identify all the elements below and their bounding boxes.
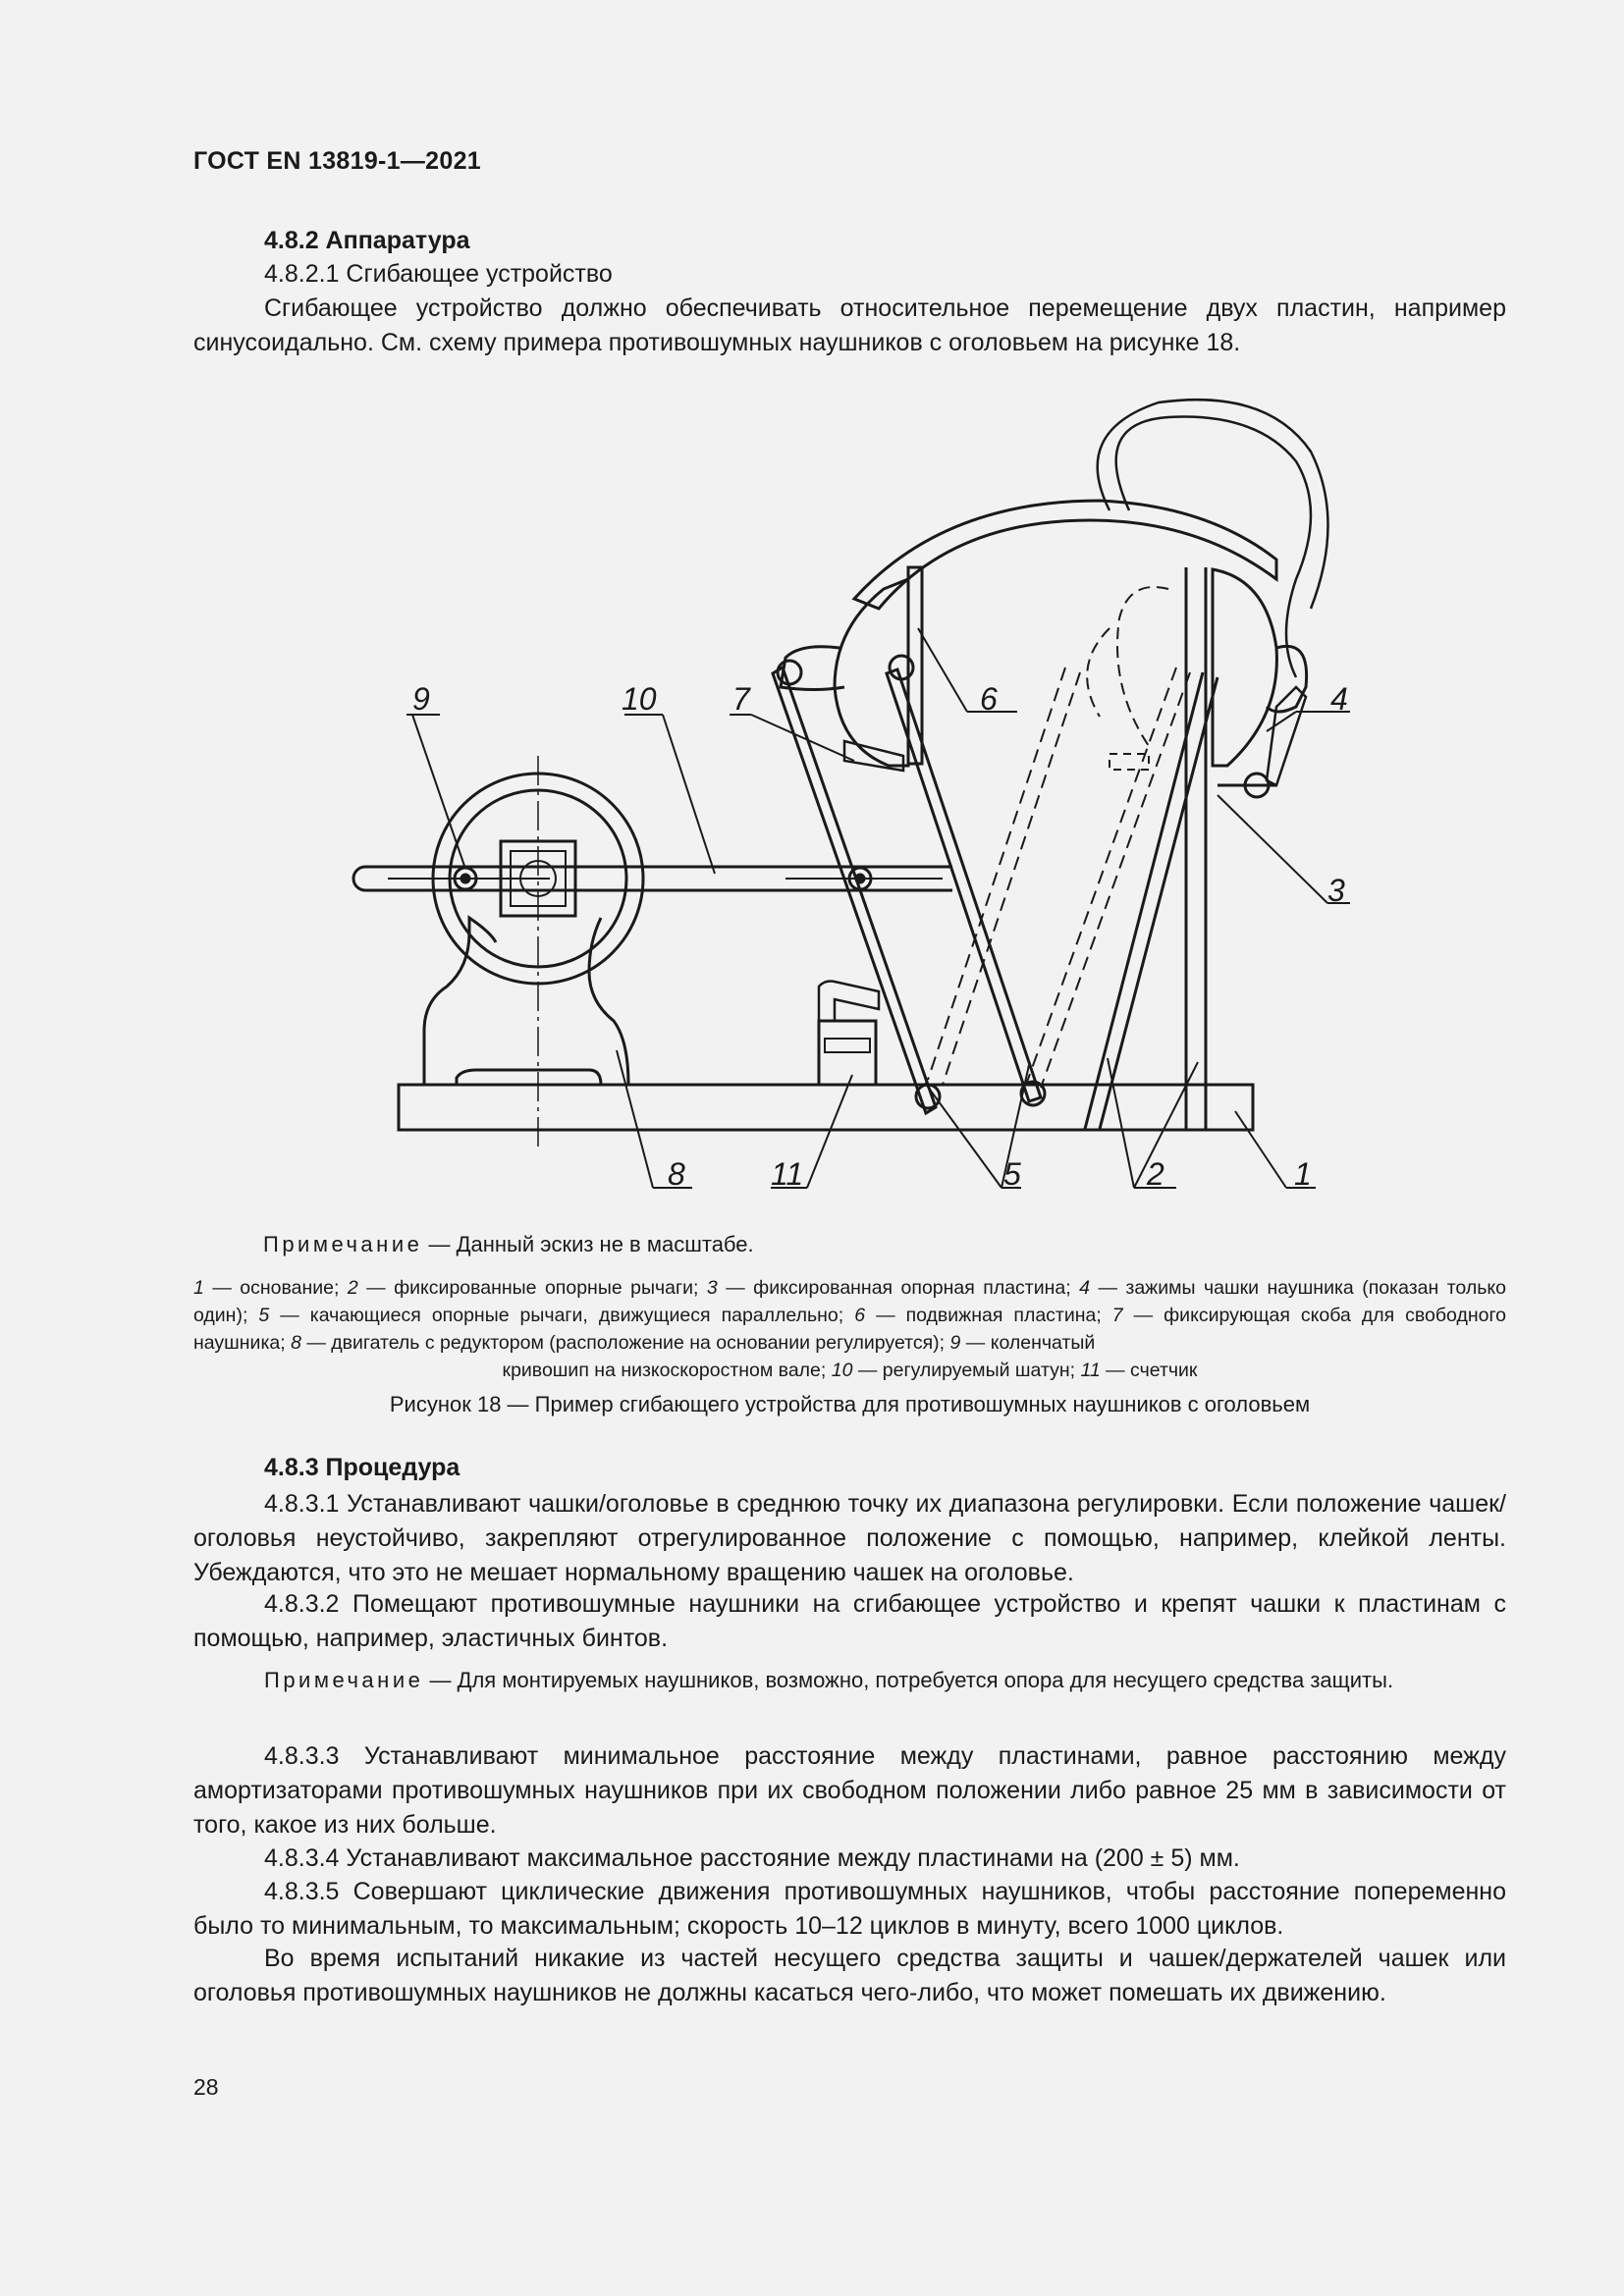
fixed-arm-b — [1186, 567, 1206, 1129]
label-9: 9 — [412, 681, 430, 717]
ear-cup-right — [1213, 569, 1276, 766]
para-4-8-3-1: 4.8.3.1 Устанавливают чашки/оголовье в среднюю точку их диапазона регулировки. Если положение чашек/оголовья неустойчиво, закрепляют отрегулированное положение с помощью, например, клейкой ленты. Убеждаются, что это не мешает нормальному вращению чашек на оголовье. — [193, 1490, 1506, 1586]
procedure-note: Примечание — Для монтируемых наушников, возможно, потребуется опора для несущего средства защиты. — [264, 1668, 1394, 1692]
label-2: 2 — [1147, 1156, 1164, 1192]
figure-caption: Рисунок 18 — Пример сгибающего устройства для противошумных наушников с оголовьем — [389, 1392, 1311, 1416]
para-4-8-3-5: 4.8.3.5 Совершают циклические движения противошумных наушников, чтобы расстояние попеременно было то минимальным, то максимальным; скорость 10–12 циклов в минуту, всего 1000 циклов. — [193, 1878, 1506, 1940]
section-4-8-2-title: 4.8.2 Аппаратура — [264, 227, 470, 254]
document-header: ГОСТ EN 13819-1—2021 — [193, 147, 481, 175]
para-4-8-3-4: 4.8.3.4 Устанавливают максимальное расстояние между пластинами на (200 ± 5) мм. — [264, 1844, 1240, 1872]
label-1: 1 — [1294, 1156, 1312, 1192]
label-10: 10 — [622, 681, 657, 717]
section-4-8-2-1-text: Сгибающее устройство должно обеспечивать относительное перемещение двух пластин, например синусоидально. См. схему примера противошумных наушников с оголовьем на рисунке 18. — [193, 294, 1506, 356]
label-6: 6 — [980, 681, 998, 717]
fixed-arm-a — [1085, 672, 1218, 1129]
figure-note: Примечание — Данный эскиз не в масштабе. — [263, 1232, 754, 1256]
para-4-8-3-2: 4.8.3.2 Помещают противошумные наушники на сгибающее устройство и крепят чашки к пластинам с помощью, например, эластичных бинтов. — [193, 1590, 1506, 1652]
section-4-8-2-1-title: 4.8.2.1 Сгибающее устройство — [264, 260, 613, 288]
label-11: 11 — [771, 1156, 804, 1192]
para-4-8-3-3: 4.8.3.3 Устанавливают минимальное расстояние между пластинами, равное расстоянию между амортизаторами противошумных наушников при их свободном положении либо равное 25 мм в зависимости от того, какое из них больше. — [193, 1742, 1506, 1839]
base-plate — [399, 1085, 1253, 1130]
page-number: 28 — [193, 2074, 219, 2100]
label-4: 4 — [1330, 681, 1348, 717]
section-4-8-3-title: 4.8.3 Процедура — [264, 1454, 460, 1481]
label-7: 7 — [732, 681, 750, 717]
label-8: 8 — [668, 1156, 685, 1192]
label-5: 5 — [1003, 1156, 1021, 1192]
para-final: Во время испытаний никакие из частей несущего средства защиты и чашек/держателей чашек или оголовья противошумных наушников не должны касаться чего-либо, что может помешать их движению. — [193, 1945, 1506, 2006]
figure-legend: 1 — основание; 2 — фиксированные опорные рычаги; 3 — фиксированная опорная пластина; 4 — зажимы чашки наушника (показан только один); 5 — качающиеся опорные рычаги, движущиеся параллельно; 6 — подвижная пластина; 7 — фиксирующая скоба для свободного наушника; 8 — двигатель с редуктором (расположение на основании регулируется); 9 — коленчатый кривошип на низкоскоростном вале; 10 — регулируемый шатун; 11 — счетчик — [193, 1277, 1506, 1381]
label-3: 3 — [1327, 873, 1345, 908]
